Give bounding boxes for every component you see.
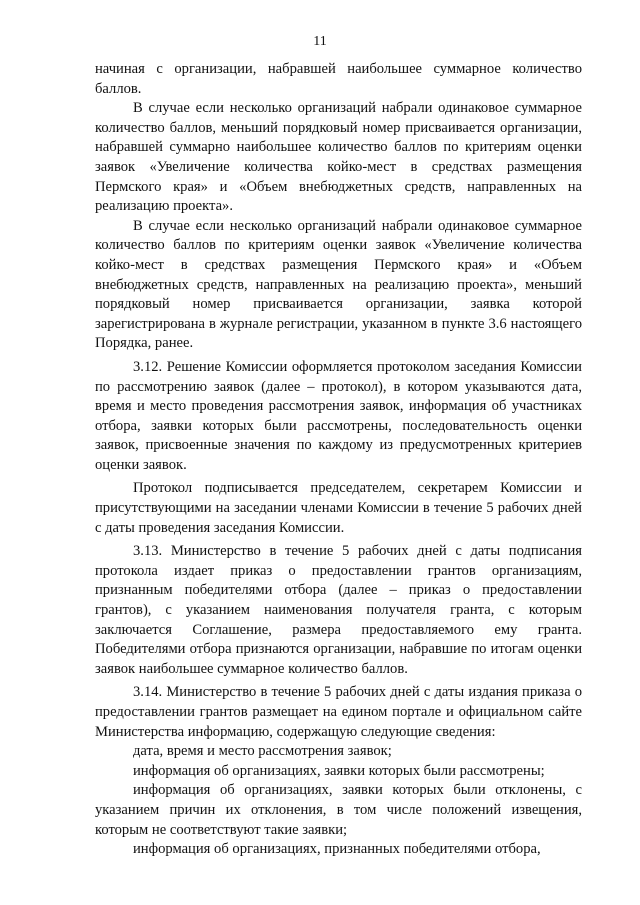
document-body bbox=[95, 60, 582, 860]
info-list bbox=[95, 742, 582, 860]
paragraph-tie-break-1: В случае если несколько организаций набрали одинаковое суммарное количество баллов, меньший порядковый номер присваивается организации, набравшей суммарно наибольшее количество баллов по критериям оценки заявок «Увеличение количества койко-мест в средствах размещения Пермского края» и «Объем внебюджетных средств, направленных на реализацию проекта». bbox=[95, 100, 582, 215]
paragraph-protocol-signing: Протокол подписывается председателем, секретарем Комиссии и присутствующими на заседании членами Комиссии в течение 5 рабочих дней с даты проведения заседания Комиссии. bbox=[95, 480, 582, 536]
paragraph-tie-break-2: В случае если несколько организаций набрали одинаковое суммарное количество баллов по критериям оценки заявок «Увеличение количества койко-мест в средствах размещения Пермского края» и «Объем внебюджетных средств, направленных на реализацию проекта», меньший порядковый номер присваивается организации, заявка которой зарегистрирована в журнале регистрации, указанном в пункте 3.6 настоящего Порядка, ранее. bbox=[95, 217, 582, 352]
paragraph-3-14: 3.14. Министерство в течение 5 рабочих дней с даты издания приказа о предоставлении грантов размещает на едином портале и официальном сайте Министерства информацию, содержащую следующие сведения: bbox=[95, 684, 582, 740]
list-item: информация об организациях, признанных победителями отбора, bbox=[133, 841, 541, 858]
list-item: информация об организациях, заявки которых были отклонены, с указанием причин их отклонения, в том числе положений извещения, которым не соответствуют такие заявки; bbox=[95, 782, 582, 838]
list-item: дата, время и место рассмотрения заявок; bbox=[133, 743, 392, 760]
page-number: 11 bbox=[313, 34, 327, 49]
paragraph-3-13: 3.13. Министерство в течение 5 рабочих дней с даты подписания протокола издает приказ о предоставлении грантов организациям, признанным победителями отбора (далее – приказ о предоставлении грантов), с указанием наименования получателя гранта, с которым заключается Соглашение, размера предоставляемого ему гранта. Победителями отбора признаются организации, набравшие по итогам оценки заявок наибольшее суммарное количество баллов. bbox=[95, 543, 582, 677]
paragraph-3-12: 3.12. Решение Комиссии оформляется протоколом заседания Комиссии по рассмотрению заявок (далее – протокол), в котором указываются дата, время и место проведения рассмотрения заявок, информация об участниках отбора, заявки которых были рассмотрены, последовательность оценки заявок, присвоенные значения по каждому из предусмотренных критериев оценки заявок. bbox=[95, 358, 582, 473]
list-item: информация об организациях, заявки которых были рассмотрены; bbox=[133, 762, 545, 779]
paragraph-continuation: начиная с организации, набравшей наибольшее суммарное количество баллов. bbox=[95, 61, 582, 97]
